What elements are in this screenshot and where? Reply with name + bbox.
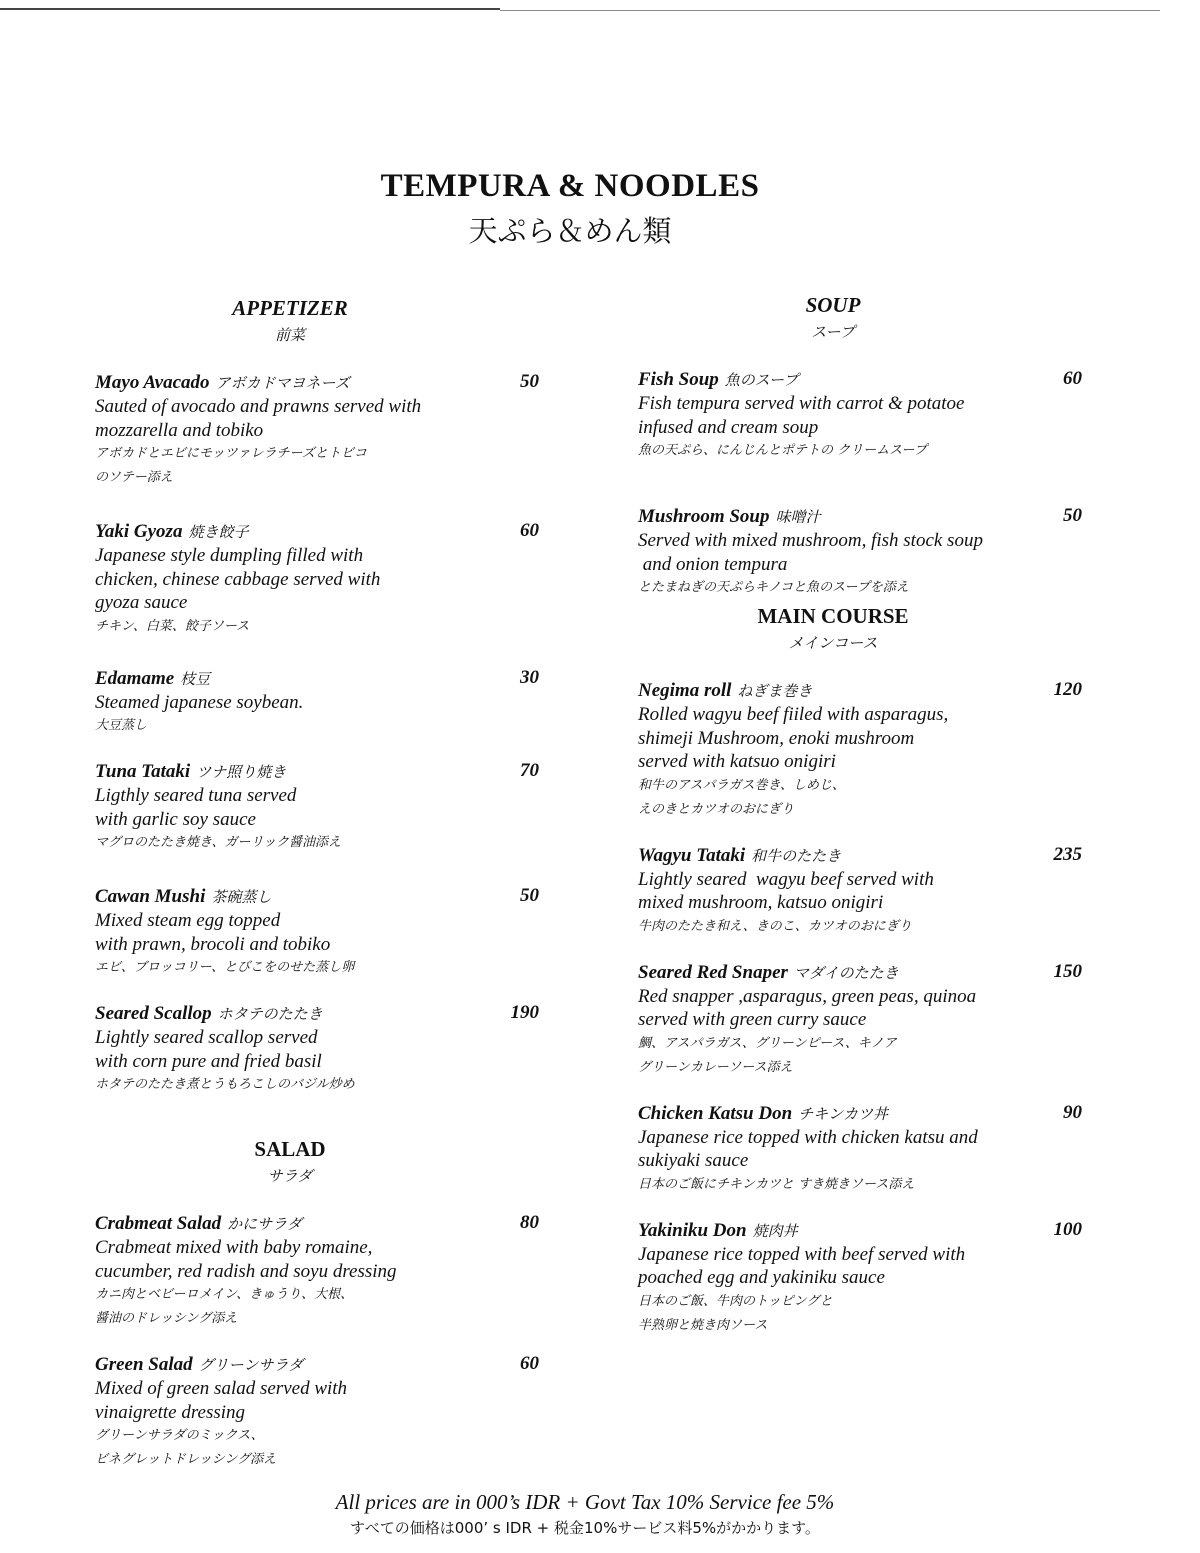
menu-item-name-row <box>638 505 1088 529</box>
main-course-heading-en: MAIN COURSE <box>757 604 909 628</box>
menu-item-description-jp: アボカドとエビにモッツァレラチーズとトビコ <box>95 446 367 461</box>
menu-item-price: 50 <box>520 371 539 392</box>
menu-item-description-jp: 醤油のドレッシング添え <box>95 1311 238 1326</box>
menu-item-description: and onion tempura <box>638 553 788 575</box>
menu-item-name-row <box>638 1219 1088 1243</box>
menu-item-description: Japanese rice topped with chicken katsu and <box>638 1126 978 1148</box>
menu-item-description: served with green curry sauce <box>638 1009 867 1030</box>
soup-heading-en: SOUP <box>805 293 861 317</box>
main-course-heading <box>638 604 1028 653</box>
menu-item-description: poached egg and yakiniku sauce <box>638 1267 885 1288</box>
soup-list <box>638 368 1088 600</box>
menu-item-name-row <box>95 667 545 691</box>
menu-item-description-jp: 日本のご飯、牛肉のトッピングと <box>638 1293 833 1309</box>
main-course-heading-jp: メインコース <box>788 634 878 652</box>
menu-item-description-jp: 半熟卵と焼き肉ソース <box>638 1317 768 1333</box>
appetizer-heading-en: APPETIZER <box>232 296 348 320</box>
menu-item-name: Yakiniku Don <box>638 1219 747 1241</box>
menu-item-description-jp: ホタテのたたき煮とうもろこしのバジル炒め <box>95 1077 355 1092</box>
menu-item-name: Negima roll <box>638 680 732 701</box>
menu-item <box>638 1102 1088 1197</box>
menu-item-description-jp: チキン、白菜、餃子ソース <box>95 618 250 634</box>
menu-item-description: sukiyaki sauce <box>638 1150 749 1171</box>
menu-item-name: Green Salad <box>95 1354 193 1375</box>
menu-item-description: Lightly seared scallop served <box>95 1027 318 1048</box>
menu-item-name-jp: 枝豆 <box>180 669 211 688</box>
menu-item-name-jp: チキンカツ丼 <box>798 1104 889 1123</box>
menu-item-price: 50 <box>1063 505 1082 526</box>
menu-item <box>638 1219 1088 1338</box>
scan-line <box>0 8 500 10</box>
menu-item-name-jp: 味噌汁 <box>775 508 821 526</box>
menu-item <box>638 844 1088 939</box>
menu-item <box>95 1212 545 1331</box>
menu-item-price: 60 <box>520 1353 539 1374</box>
menu-item-name-jp: 茶碗蒸し <box>211 888 272 906</box>
salad-heading <box>95 1137 485 1186</box>
menu-item-name-row <box>638 844 1088 868</box>
menu-item-description: Fish tempura served with carrot & potatoe <box>638 393 965 414</box>
menu-item-name-jp: かにサラダ <box>227 1215 303 1233</box>
menu-item <box>95 520 545 639</box>
menu-item-description-jp: グリーンサラダのミックス、 <box>95 1428 264 1443</box>
menu-item-description: cucumber, red radish and soyu dressing <box>95 1260 397 1282</box>
menu-item-description-jp: 鯛、アスパラガス、グリーンピース、キノア <box>638 1035 897 1051</box>
menu-item-name-jp: マダイのたたき <box>793 963 899 982</box>
menu-item-name-row <box>95 1212 545 1236</box>
menu-item-description-jp: グリーンカレーソース添え <box>638 1059 793 1075</box>
menu-item <box>95 371 545 490</box>
menu-item-name-row <box>95 1353 545 1377</box>
menu-item-description-jp: 日本のご飯にチキンカツと すき焼きソース添え <box>638 1176 915 1192</box>
menu-item-name-jp: アボカドマヨネーズ <box>215 374 350 392</box>
menu-item <box>638 961 1088 1080</box>
menu-item-description: Mixed of green salad served with <box>95 1378 348 1399</box>
menu-item-price: 150 <box>1053 960 1082 982</box>
menu-title-jp: 天ぷら＆めん類 <box>468 214 672 248</box>
menu-item-description: chicken, chinese cabbage served with <box>95 568 381 590</box>
menu-item-description: with corn pure and fried basil <box>95 1050 322 1072</box>
menu-item-description: gyoza sauce <box>95 592 188 613</box>
menu-item-description: mixed mushroom, katsuo onigiri <box>638 892 884 913</box>
menu-item-name: Chicken Katsu Don <box>638 1102 793 1124</box>
menu-item-name: Mayo Avacado <box>95 372 210 393</box>
menu-item-name: Tuna Tataki <box>95 761 191 782</box>
menu-item-description-jp: 和牛のアスパラガス巻き、しめじ、 <box>638 777 845 793</box>
menu-item-name-row <box>638 1102 1088 1126</box>
menu-item-description-jp: カニ肉とベビーロメイン、きゅうり、大根、 <box>95 1287 354 1302</box>
menu-item-description-jp: とたまねぎの天ぷらキノコと魚のスープを添え <box>638 580 909 595</box>
menu-item-description: mozzarella and tobiko <box>95 419 264 441</box>
menu-item <box>95 760 545 855</box>
menu-item <box>95 1353 545 1472</box>
menu-item-description: Crabmeat mixed with baby romaine, <box>95 1237 373 1258</box>
appetizer-heading-jp: 前菜 <box>274 326 305 344</box>
menu-item-description: with prawn, brocoli and tobiko <box>95 933 331 955</box>
price-note-en: All prices are in 000’s IDR + Govt Tax 10% Service fee 5% <box>335 1490 835 1514</box>
scan-line <box>500 10 1160 11</box>
menu-item-price: 190 <box>510 1002 539 1023</box>
menu-item-name: Cawan Mushi <box>95 886 206 907</box>
menu-item-price: 60 <box>1063 368 1082 389</box>
menu-item-description: Lightly seared wagyu beef served with <box>638 868 934 890</box>
menu-item-name-row <box>638 679 1088 703</box>
menu-item-description: Sauted of avocado and prawns served with <box>95 396 422 417</box>
menu-item-description: infused and cream soup <box>638 416 819 438</box>
menu-title-en: TEMPURA & NOODLES <box>380 168 760 204</box>
menu-item-price: 50 <box>520 885 539 906</box>
price-note <box>150 1490 1020 1538</box>
main-course-list <box>638 679 1088 1338</box>
menu-item-name: Seared Scallop <box>95 1003 212 1024</box>
menu-item-description-jp: ビネグレットドレッシング添え <box>95 1452 277 1467</box>
menu-title <box>0 168 1140 250</box>
menu-item-description: Served with mixed mushroom, fish stock soup <box>638 530 983 551</box>
menu-item-name: Fish Soup <box>638 369 719 390</box>
menu-item-description: Mixed steam egg topped <box>95 910 281 931</box>
salad-heading-jp: サラダ <box>267 1167 313 1185</box>
menu-item-name: Yaki Gyoza <box>95 521 183 542</box>
soup-heading <box>638 293 1028 342</box>
menu-item-price: 30 <box>520 666 539 688</box>
menu-item-price: 80 <box>520 1212 539 1233</box>
menu-item-description-jp: えのきとカツオのおにぎり <box>638 801 795 817</box>
menu-item-name: Edamame <box>95 667 175 689</box>
menu-item-name-row <box>95 1002 545 1026</box>
salad-heading-en: SALAD <box>254 1137 326 1161</box>
menu-item <box>638 505 1088 600</box>
menu-item-name-row <box>95 885 545 909</box>
menu-item-name: Wagyu Tataki <box>638 844 746 866</box>
appetizer-heading <box>95 296 485 345</box>
menu-item-name-row <box>95 520 545 544</box>
menu-item-name-jp: ツナ照り焼き <box>196 763 287 781</box>
menu-item-description-jp: 魚の天ぷら、にんじんとポテトの クリームスープ <box>638 443 927 458</box>
menu-item-price: 90 <box>1063 1101 1082 1123</box>
menu-item-description: Japanese rice topped with beef served with <box>638 1243 966 1265</box>
menu-item-name: Crabmeat Salad <box>95 1213 222 1234</box>
menu-item-description-jp: エビ、ブロッコリー、とびこをのせた蒸し卵 <box>95 960 355 975</box>
menu-item-name-jp: ホタテのたたき <box>217 1005 323 1023</box>
menu-item-description: shimeji Mushroom, enoki mushroom <box>638 727 915 749</box>
menu-item-name-row <box>95 760 545 784</box>
menu-item-name-jp: ねぎま巻き <box>737 682 813 700</box>
menu-item-price: 235 <box>1053 843 1082 865</box>
menu-item-description-jp: 大豆蒸し <box>95 718 148 733</box>
menu-item-name-row <box>638 368 1088 392</box>
menu-item-description: Ligthly seared tuna served <box>95 785 297 806</box>
menu-item-description: Rolled wagyu beef fiiled with asparagus, <box>638 704 949 725</box>
menu-item-name-row <box>638 961 1088 985</box>
menu-item-description-jp: のソテー添え <box>95 470 173 485</box>
menu-item-name-jp: 魚のスープ <box>724 371 799 389</box>
menu-item-description-jp: マグロのたたき焼き、ガーリック醤油添え <box>95 835 341 850</box>
menu-item-name-jp: 焼肉丼 <box>752 1221 798 1240</box>
menu-item-name-jp: グリーンサラダ <box>198 1356 304 1374</box>
menu-item <box>95 667 545 739</box>
appetizer-list <box>95 371 545 1097</box>
left-column <box>95 296 545 1472</box>
menu-item <box>95 1002 545 1097</box>
menu-item-description: vinaigrette dressing <box>95 1401 246 1423</box>
menu-item-price: 120 <box>1053 679 1082 700</box>
menu-item-description-jp: 牛肉のたたき和え、きのこ、カツオのおにぎり <box>638 918 912 934</box>
menu-item-name: Mushroom Soup <box>638 506 770 527</box>
menu-item-name: Seared Red Snaper <box>638 961 788 983</box>
menu-item-description: Japanese style dumpling filled with <box>95 545 364 566</box>
menu-item-description: with garlic soy sauce <box>95 808 256 830</box>
menu-item-description: served with katsuo onigiri <box>638 751 836 772</box>
menu-item-price: 70 <box>520 760 539 781</box>
menu-item-description: Steamed japanese soybean. <box>95 691 304 713</box>
salad-list <box>95 1212 545 1472</box>
menu-item <box>95 885 545 980</box>
menu-item <box>638 368 1088 463</box>
right-column <box>638 293 1088 1338</box>
menu-item-price: 60 <box>520 520 539 541</box>
menu-item-name-jp: 和牛のたたき <box>751 846 842 865</box>
menu-item-name-jp: 焼き餃子 <box>188 523 249 541</box>
menu-item-description: Red snapper ,asparagus, green peas, quinoa <box>638 985 977 1007</box>
menu-item-name-row <box>95 371 545 395</box>
menu-item-price: 100 <box>1053 1218 1082 1240</box>
price-note-jp: すべての価格は000’ s IDR + 税金10%サービス料5%がかかります。 <box>350 1519 820 1537</box>
soup-heading-jp: スープ <box>811 323 855 341</box>
menu-item <box>638 679 1088 822</box>
